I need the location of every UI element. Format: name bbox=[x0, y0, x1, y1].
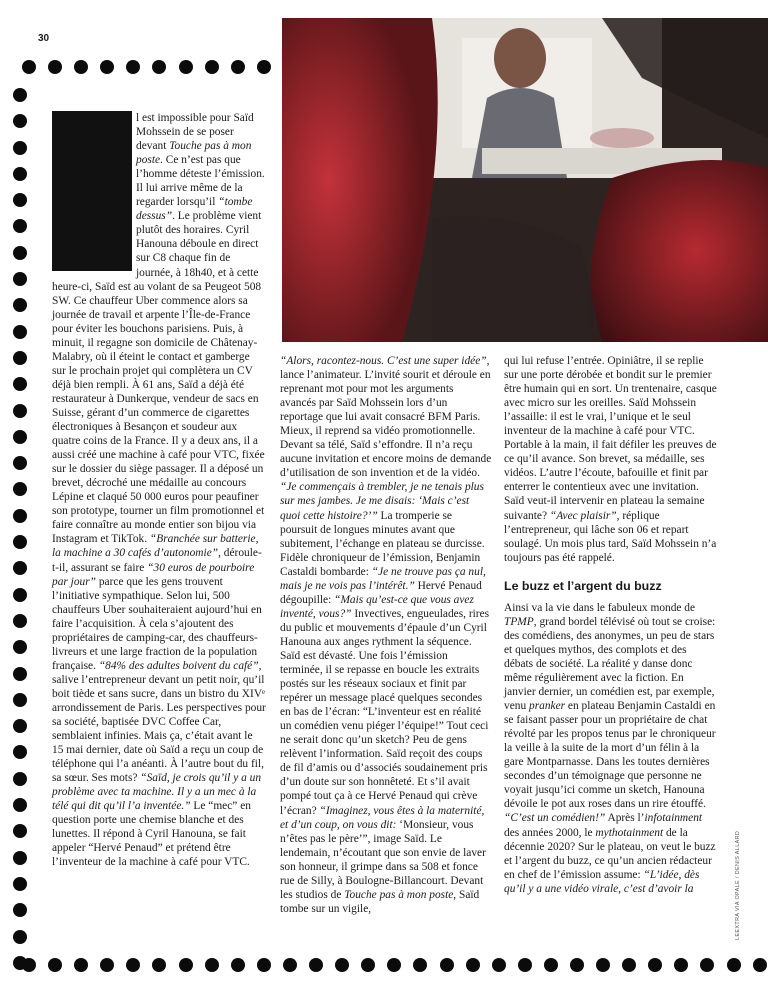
drop-cap bbox=[52, 111, 132, 271]
col3-paragraph-1: qui lui refuse l’entrée. Opiniâtre, il se replie sur une porte dérobée et bondit sur le premier être humain qui en sort. Un trentenaire, casque avec micro sur les oreilles. Saïd Mohssein l’assaille: il est le vrai, l’unique et le seul inventeur de la machine à café pour VTC. Portable à la main, il fait défiler les preuves de ce qu’il avance. Son brevet, sa médaille, ses vidéos. L’autre l’écoute, bafouille et finit par enterrer le contentieux avec une invitation. Saïd veut-il intervenir en plateau la semaine suivante? “Avec plaisir”, réplique l’entrepreneur, qui lâche son 06 et repart soulagé. Un mois plus tard, Saïd Mohssein n’a toujours pas été rappelé. bbox=[504, 355, 717, 564]
bottom-dot-border bbox=[22, 958, 768, 972]
col3-paragraph-2: Ainsi va la vie dans le fabuleux monde de TPMP, grand bordel télévisé où tout se croise: des comédiens, des anonymes, un peu de stars et quelques mythos, des complots et des débats de société. La réalité y danse donc même régulièrement avec la fiction. En janvier dernier, un comédien est, par exemple, venu pranker en plateau Benjamin Castaldi en se faisant passer pour un propriétaire de chat révolté par les propos tenus par le chroniqueur la veille à la suite de la mort d’un félin à la gare Montparnasse. Dans les toutes dernières secondes d’un témoignage que personne ne voyait jusqu’ici comme un sketch, Hanouna dévoile le pot aux roses dans un rire étouffé. “C’est un comédien!” Après l’infotainment des années 2000, le mythotainment de la décennie 2020? Sur le plateau, on veut le buzz et l’argent du buzz, ce qu’un ancien rédacteur en chef de l’émission assume: “L’idée, dès qu’il y a une vidéo virale, c’est d’avoir la bbox=[504, 601, 716, 895]
column-2 bbox=[280, 354, 492, 916]
left-dot-border bbox=[13, 88, 27, 982]
column-1 bbox=[52, 111, 266, 870]
page-number: 30 bbox=[38, 33, 50, 44]
photo-credit: LEEXTRA VIA OPALE / DENIS ALLARD bbox=[735, 830, 741, 940]
column-3 bbox=[504, 354, 718, 896]
article-photo bbox=[282, 18, 768, 342]
photo-illustration-icon bbox=[282, 18, 768, 342]
col1-paragraph: l est impossible pour Saïd Mohssein de se poser devant Touche pas à mon poste. Ce n’est pas que l’homme déteste l’émission. Il lui arrive même de la regarder lorsqu’il “tombe dessus”. Le problème vient plutôt des horaires. Cyril Hanouna déboule en direct sur C8 chaque fin de journée, à 18h40, et à cette heure-ci, Saïd est au volant de sa Peugeot 508 SW. Ce chauffeur Uber commence alors sa journée de travail et arpente l’Île-de-France pour éviter les bouchons parisiens. Puis, à minuit, il regagne son domicile de Châtenay-Malabry, où il éteint le contact et gamberge sur le prochain projet qui complètera un CV déjà bien rempli. À 61 ans, Saïd a déjà été restaurateur à Dunkerque, vendeur de sacs en Suisse, gérant d’un commerce de cigarettes électroniques à Besançon et soudeur aux quatre coins de la France. Il y a deux ans, il a aussi créé une machine à café pour VTC, fixée sur le dossier du siège passager. Il a déposé un brevet, décroché une médaille au concours Lépine et claqué 50 000 euros pour peaufiner son prototype, tourner un film promotionnel et faire connaître au monde entier son bijou via Instagram et TikTok. “Branchée sur batterie, la machine a 30 cafés d’autonomie”, déroule-t-il, assurant se faire “30 euros de pourboire par jour” parce que les gens trouvent l’initiative sympathique. Selon lui, 500 chauffeurs Uber souhaiteraient aujourd’hui en faire l’acquisition. À cela s’ajoutent des propriétaires de camping-car, des chauffeurs-livreurs et une large fraction de la population française. “84% des adultes boivent du café”, salive l’entrepreneur devant un petit noir, qu’il boit tiède et sans sucre, dans un bistro du XIVᵉ arrondissement de Paris. Les perspectives pour sa société, baptisée DVC Coffee Car, semblaient infinies. Mais ça, c’était avant le 15 mai dernier, date où Saïd a reçu un coup de téléphone qui l’a anéanti. À l’autre bout du fil, sa sœur. Ses mots? “Saïd, je crois qu’il y a un problème avec ta machine. Il y a un mec à la télé qui dit qu’il l’a inventée.” Le “mec” en question porte une chemise blanche et des lunettes. Il répond à Cyril Hanouna, se fait appeler “Hervé Penaud” et prétend être l’inventeur de la machine à café pour VTC. bbox=[52, 112, 266, 869]
col2-paragraph: “Alors, racontez-nous. C’est une super idée”, lance l’animateur. L’invité sourit et déroule en reprenant mot pour mot les arguments avancés par Saïd Mohssein lors d’un reportage que lui avait consacré BFM Paris. Mieux, il reprend sa vidéo promotionnelle. Devant sa télé, Saïd s’effondre. Il n’a reçu aucune invitation et encore moins de demande d’utilisation de son invention et de la vidéo. “Je commençais à trembler, je ne tenais plus sur mes jambes. Je me disais: ‘Mais c’est quoi cette histoire?’” La tromperie se poursuit de longues minutes avant que subitement, l’échange en plateau se durcisse. Fidèle chroniqueur de l’émission, Benjamin Castaldi bombarde: “Je ne trouve pas ça nul, mais je ne vois pas l’intérêt.” Hervé Penaud dégoupille: “Mais qu’est-ce que vous avez inventé, vous?” Invectives, engueulades, rires du public et mouvements d’épaule d’un Cyril Hanouna aux anges rythment la séquence. Saïd est dévasté. Une fois l’émission terminée, il se repasse en boucle les extraits postés sur les réseaux sociaux et finit par repérer un message placé quelques secondes en bas de l’écran: “L’inventeur est en réalité un comédien venu piéger l’équipe!” Tout ceci ne serait donc qu’un sketch? Peu de gens relèvent l’information. Saïd reçoit des coups de fil d’amis ou d’associés soudainement pris d’un doute sur son honnêteté. Et s’il avait pompé tout ça à ce Hervé Penaud qui crève l’écran? “Imaginez, vous êtes à la maternité, et d’un coup, on vous dit: ‘Monsieur, vous n’êtes pas le père’”, image Saïd. Le lendemain, n’écoutant que son envie de laver son honneur, il grimpe dans sa 508 et fonce rue de Silly, à Boulogne-Billancourt. Devant les studios de Touche pas à mon poste, Saïd tombe sur un vigile, bbox=[280, 355, 492, 915]
top-dot-border bbox=[22, 60, 283, 74]
subheading: Le buzz et l’argent du buzz bbox=[504, 578, 662, 593]
